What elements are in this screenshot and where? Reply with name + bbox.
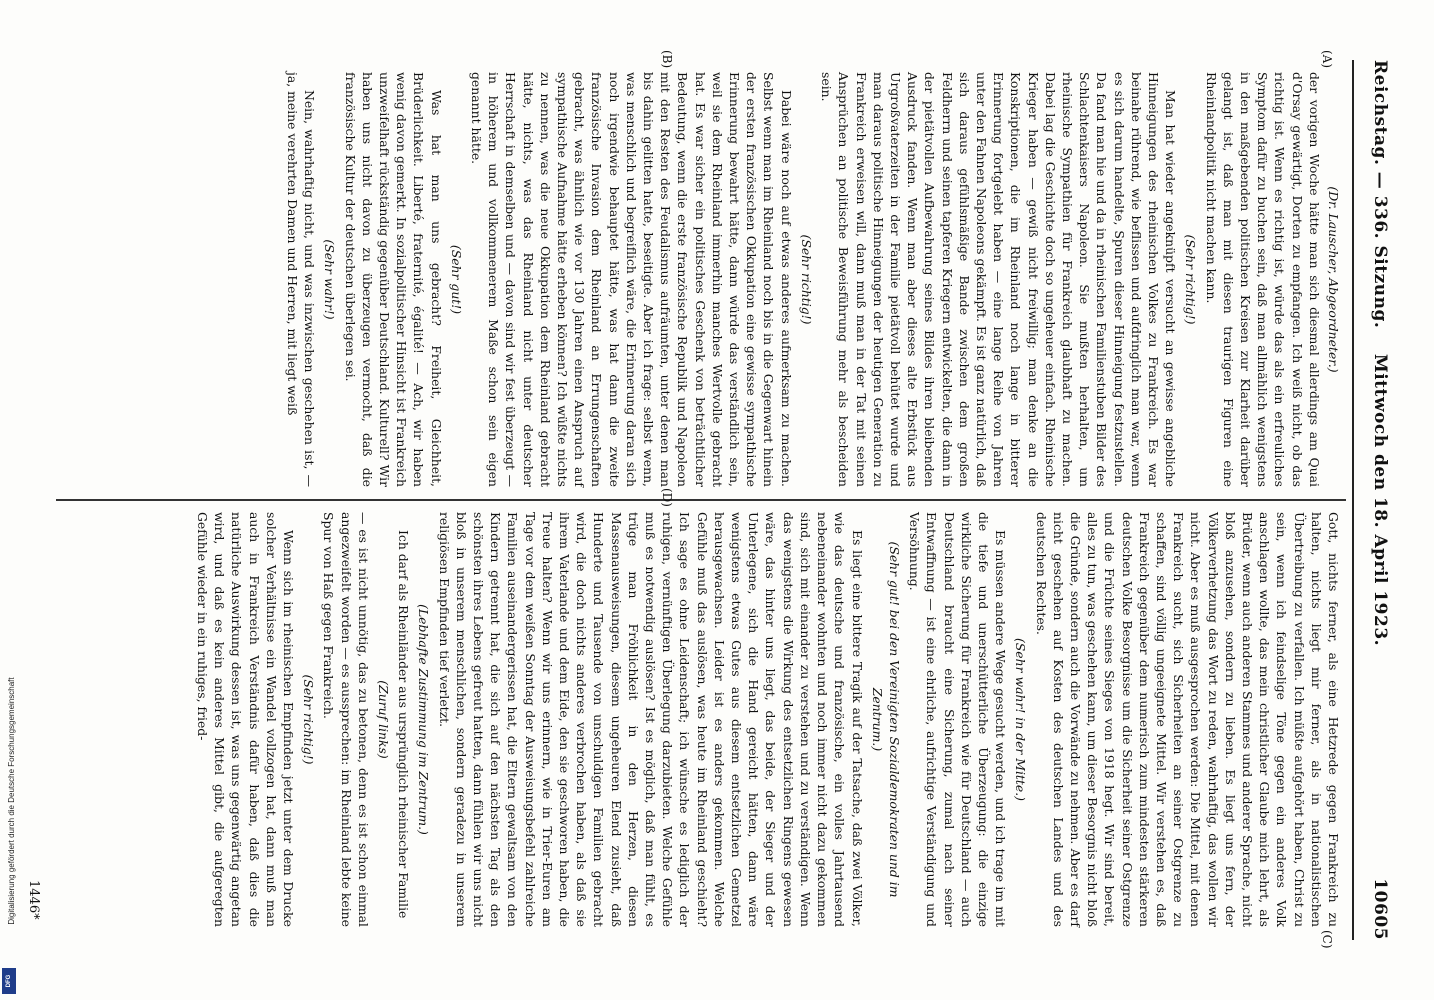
paragraph: Wenn sich im rheinischen Empfinden jetzt unter dem Drucke solcher Verhältnisse ein Wandel vollzogen hat, dann muß man auch in Frankreich Verständnis dafür haben, daß dies die natürliche Auswirkung dessen ist, was uns gegenwärtig angetan wird, und daß es kein anderes Mittel gibt, die aufgeregten Gefühle wieder in ein ruhiges, fried-: [195, 512, 297, 927]
digitization-credit: [8, 610, 17, 994]
speaker-line: (Dr. Lauscher, Abgeordneter.): [1326, 186, 1341, 373]
header-session: Reichstag. — 336. Sitzung.: [1370, 60, 1390, 329]
interjection: (Sehr richtig!): [301, 674, 317, 765]
paragraph: Ich darf als Rheinländer aus ursprünglich rheinischer Familie: [396, 530, 412, 919]
page-signature: 1446*: [26, 880, 41, 920]
interjection: (Sehr richtig!): [798, 234, 814, 325]
margin-marker-b: (B): [660, 50, 674, 69]
paragraph: Gott, nichts ferner, als eine Hetzrede gegen Frankreich zu halten, nichts liegt mir ferner, als in nationalistischen Übertreibung zu verfallen. Ich müßte aufgehört haben, Christ zu sein, wenn ich feindselige Töne gegen ein anderes Volk anschlagen wollte, das mein christlicher Glaube mich lehrt, als Brüder, wenn auch anderen Stammes und anderer Sprache, nicht bloß anzusehen, sondern zu lieben. Es liegt uns fern, der Völkerverhetzung das Wort zu reden, wahrhaftig, das wollen wir nicht. Aber es muß ausgesprochen werden: Die Mittel, mit denen Frankreich sucht, sich Sicherheiten an seiner Ostgrenze zu schaffen, sind völlig ungeeignete Mittel. Wir verstehen es, daß Frankreich gegenüber dem numerisch zum mindesten stärkeren deutschen Volke Besorgnisse um die Sicherheit seiner Ostgrenze und die Früchte seines Sieges von 1918 hegt. Wir sind bereit, alles zu tun, was geschehen kann, um dieser Besorgnis nicht bloß die Gründe, sondern auch die Vorwände zu nehmen. Aber es darf nicht geschehen auf Kosten des deutschen Landes und des deutschen Rechtes.: [1033, 512, 1341, 927]
paragraph: Dabei wäre noch auf etwas anderes aufmerksam zu machen. Selbst wenn man im Rheinland noch bis in die Gegenwart hinein der ersten französischen Okkupation eine gewisse sympathische Erinnerung bewahrt hätte, dann würde das verständlich sein, weil sie dem Rheinland immerhin manches Wertvolle gebracht hat. Es war sicher ein politisches Geschenk von beträchtlicher Bedeutung, wenn die erste französische Republik und Napoleon mit den Resten des Feudalismus aufräumten, unter denen man bis dahin gelitten hatte, beseitigte. Aber ich frage: selbst wenn, was menschlich und begreiflich wäre, die Erinnerung daran sich noch irgendwie behauptet hätte, was hat dann die zweite französische Invasion dem Rheinland an Errungenschaften gebracht, was ähnlich wie vor 130 Jahren einen Anspruch auf sympathische Aufnahme hätte erheben können? Ich wüßte nichts zu nennen, was die neue Okkupation dem Rheinland gebracht hätte, nichts, was das Rheinland nicht unter deutscher Herrschaft in demselben und — davon sind wir fest überzeugt — in höherem und vollkommenerem Maße schon sein eigen genannt hätte.: [469, 72, 794, 487]
header-page-number: 10605: [1370, 878, 1390, 940]
paragraph: Man hat wieder angeknüpft versucht an gewisse angebliche Hinneigungen des rheinischen Volkes zu Frankreich. Es war beinahe rührend, wie beflissen und aufdringlich man war, wenn es sich darum handelte, Spuren dieser Hinneigung festzustellen. Da fand man hie und da in rheinischen Familienstuben Bilder des Schlachtenkaisers Napoleon. Sie mußten herhalten, um rheinische Sympathien für Frankreich glaubhaft zu machen. Dabei lag die Geschichte doch so ungeheuer einfach. Rheinische Krieger haben — gewiß nicht freiwillig; man denke an die Konskriptionen, die im Rheinland noch lange in bitterer Erinnerung fortgelebt haben — eine lange Reihe von Jahren unter den Fahnen Napoleons gekämpft. Es ist ganz natürlich, daß sich daraus gefühlsmäßige Bande zwischen dem großen Feldherrn und seinen tapferen Kriegern entwickelten, die dann in der pietätvollen Aufbewahrung seines Bildes ihren bleibenden Ausdruck fanden. Wenn man aber dieses alte Erbstück aus Urgroßvaterzeiten in der Familie pietätvoll behütet wurde und man daraus politische Hinneigungen der heutigen Generation zu Frankreich erweisen will, dann muß man in der Tat mit seinen Ansprüchen an politische Beweisführung mehr als bescheiden sein.: [819, 72, 1179, 488]
paragraph: — es ist nicht unnötig, das zu betonen, denn es ist schon einmal angezweifelt worden — es aussprechen: im Rheinland lebte keine Spur von Haß gegen Frankreich.: [321, 512, 371, 927]
dfg-logo: [2, 968, 16, 994]
page-header: [1356, 60, 1396, 940]
interjection: (Sehr gut!): [448, 244, 464, 315]
paragraph: Was hat man uns gebracht? Freiheit, Gleichheit, Brüderlichkeit. Liberté, fraternité, égalité! — Ach, wir haben wenig davon gemerkt. In sozialpolitischer Hinsicht ist Frankreich unzweifelhaft rückständig gegenüber Deutschland. Kulturell? Wir haben uns nicht davon zu überzeugen vermocht, daß die französische Kultur der deutschen überlegen sei.: [342, 72, 444, 487]
interjection: (Sehr gut! bei den Vereinigten Sozialdemokraten und im Zentrum.): [869, 541, 902, 898]
header-rule: [1352, 60, 1354, 940]
interjection: (Zuruf links): [376, 680, 392, 759]
interjection: (Lebhafte Zustimmung im Zentrum.): [416, 604, 432, 835]
interjection: (Sehr richtig!): [1183, 234, 1199, 325]
interjection: (Sehr wahr! in der Mitte.): [1013, 637, 1029, 802]
paragraph: Es müssen andere Wege gesucht werden, und ich trage im mit die tiefe und unerschütterliche Überzeugung: die einzige wirkliche Sicherung für Frankreich wie für Deutschland — auch Deutschland braucht eine Sicherung, zumal nach seiner Entwaffnung — ist eine ehrliche, aufrichtige Verständigung und Versöhnung.: [907, 512, 1009, 927]
column-divider: [56, 499, 1346, 501]
header-date: Mittwoch den 18. April 1923.: [1370, 353, 1390, 647]
credit-text: Digitalisierung gefördert durch die Deutsche Forschungsgemeinschaft: [7, 677, 16, 925]
left-column: [282, 72, 1342, 487]
right-column: [192, 512, 1342, 927]
paragraph: Nein, wahrhaftig nicht, und was inzwischen geschehen ist, — ja, meine verehrten Damen und Herren, mit liegt weiß: [285, 72, 318, 487]
paragraph: Es liegt eine bittere Tragik auf der Tatsache, daß zwei Völker, wie das deutsche und französische, ein volles Jahrtausend nebeneinander wohnten und noch immer nicht dazu gekommen sind, sich mit einander zu verstehen und zu verständigen. Wenn das wenigstens die Wirkung des entsetzlichen Ringens gewesen wäre, das hinter uns liegt, das beide, der Sieger und der Unterlegene, sich die Hand gereicht hätten, dann wäre wenigstens etwas Gutes aus diesem entsetzlichen Gemetzel herausgewachsen. Leider ist es anders gekommen. Welche Gefühle muß das auslösen, was heute im Rheinland geschieht? Ich sage es ohne Leidenschaft; ich wünsche es lediglich der ruhigen, vernünftigen Überlegung darzubieten. Welche Gefühle muß es notwendig auslösen? Ist es möglich, daß man fühlt, es trüge man Fröhlichkeit in den Herzen, diesen Massenausweisungen, diesem ungeheuren Elend zusieht, daß Hunderte und Tausende von unschuldigen Familien gebracht wird, die doch nichts anderes verbrochen haben, als daß sie ihrem Vaterlande und dem Eide, den sie geschworen haben, die Treue halten? Wenn wir uns erinnern, wie in Trier-Euren am Tage vor dem weißen Sonntag der Ausweisungsbefehl zahlreiche Familien auseinandergerissen hat, die Eltern gewaltsam von den Kindern getrennt hat, die sich auf den nächsten Tag als den schönsten ihres Lebens gefreut hatten, dann fühlen wir uns nicht bloß in unserem menschlichen, sondern geradezu in unserem religiösen Empfinden tief verletzt.: [436, 512, 865, 927]
margin-marker-c: (C): [1320, 930, 1334, 949]
margin-marker-a: (A): [1320, 50, 1334, 69]
dfg-logo-text: DFG: [6, 974, 12, 988]
margin-marker-d: (D): [660, 488, 674, 507]
interjection: (Sehr wahr!): [322, 239, 338, 320]
paragraph: der vorigen Woche hätte man sich diesmal allerdings am Quai d'Orsay gewärtigt, Dorten zu empfangen. Ich weiß nicht, ob das richtig ist. Wenn es richtig ist, würde das als ein erfreuliches Symptom dafür zu buchen sein, daß man allmählich wenigstens in den maßgebenden politischen Kreisen zur Klarheit darüber gelangt ist, daß man mit diesen traurigen Figuren eine Rheinlandpolitik nicht machen kann.: [1203, 72, 1322, 487]
